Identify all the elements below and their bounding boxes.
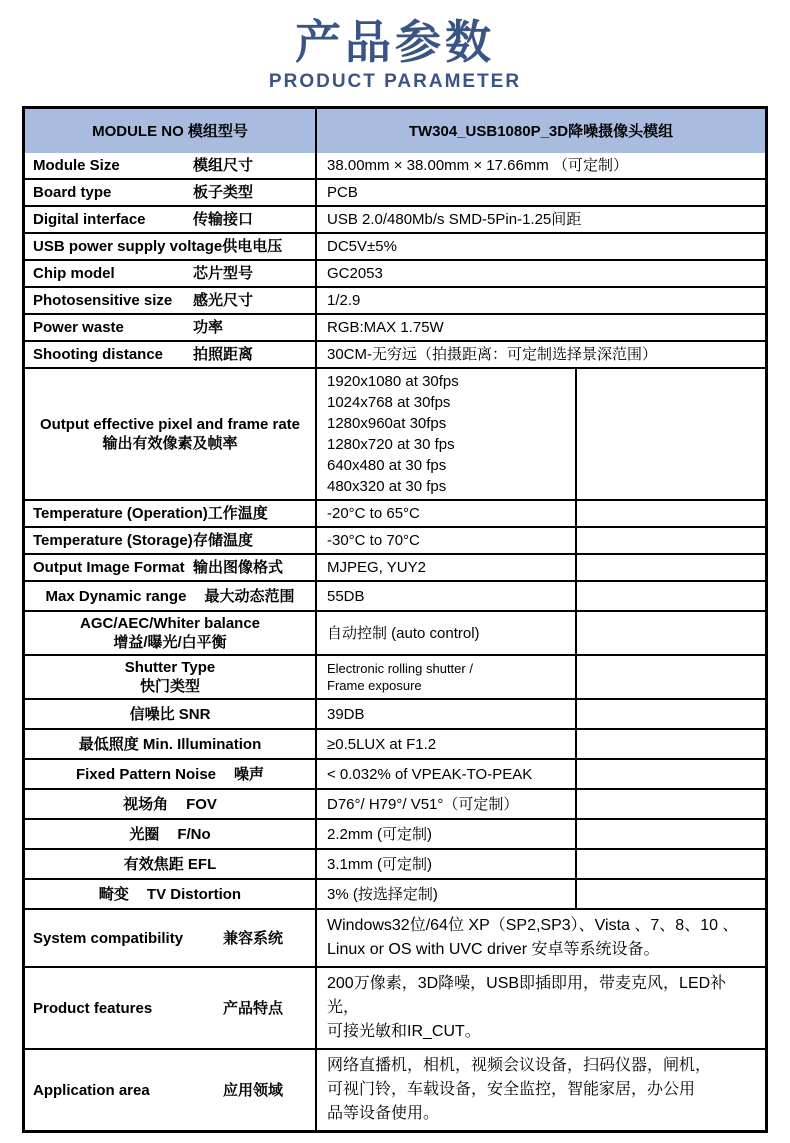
spec-value — [317, 612, 575, 654]
spec-row — [25, 313, 765, 340]
spec-label-primary: Application area — [33, 1081, 150, 1099]
spec-label — [25, 180, 317, 205]
spec-label — [25, 612, 317, 654]
spec-value-line: 640x480 at 30 fps — [327, 457, 447, 474]
spec-extra-cell — [575, 850, 765, 878]
spec-value-line: 1280x960at 30fps — [327, 415, 447, 432]
spec-value-line: D76°/ H79°/ V51°（可定制） — [327, 795, 519, 813]
spec-value — [317, 315, 765, 340]
spec-label-primary: 最低照度 Min. Illumination — [78, 735, 262, 753]
spec-label — [25, 261, 317, 286]
header-module-no: MODULE NO 模组型号 — [25, 109, 317, 153]
spec-label-secondary: 模组尺寸 — [193, 157, 254, 174]
spec-value — [317, 880, 575, 908]
spec-extra-cell — [575, 700, 765, 728]
spec-value-line: DC5V±5% — [327, 238, 397, 255]
spec-label-secondary: 噪声 — [234, 765, 265, 783]
spec-label — [25, 790, 317, 818]
spec-label-primary: Shutter Type — [124, 659, 216, 676]
spec-extra-cell — [575, 760, 765, 788]
spec-row — [25, 232, 765, 259]
spec-value — [317, 910, 765, 966]
spec-value — [317, 369, 575, 499]
spec-label — [25, 656, 317, 698]
spec-value — [317, 207, 765, 232]
spec-label-primary: Output Image Format — [33, 559, 185, 576]
spec-value-line: Electronic rolling shutter / — [327, 661, 473, 676]
spec-extra-cell — [575, 656, 765, 698]
spec-label-secondary: 工作温度 — [207, 505, 268, 522]
spec-value-line: MJPEG, YUY2 — [327, 559, 426, 576]
spec-row — [25, 259, 765, 286]
spec-value-line: 2.2mm (可定制) — [327, 825, 433, 843]
spec-value-line: 可接光敏和IR_CUT。 — [327, 1023, 481, 1040]
spec-label-secondary: 拍照距离 — [193, 346, 254, 363]
spec-value-line: PCB — [327, 184, 358, 201]
spec-row — [25, 728, 765, 758]
spec-value — [317, 1050, 765, 1130]
spec-label — [25, 910, 317, 966]
table-body — [25, 153, 765, 1130]
spec-label-primary: 有效焦距 EFL — [123, 855, 217, 873]
spec-label — [25, 760, 317, 788]
spec-label-primary: Shooting distance — [33, 346, 164, 363]
spec-value — [317, 656, 575, 698]
spec-value-line: 可视门铃，车载设备，安全监控，智能家居，办公用 — [327, 1081, 696, 1098]
spec-value — [317, 968, 765, 1048]
spec-value-line: 1920x1080 at 30fps — [327, 373, 459, 390]
spec-label-secondary: FOV — [186, 795, 217, 813]
spec-label-primary: Chip model — [33, 265, 115, 282]
spec-label-primary: 信噪比 SNR — [129, 705, 211, 723]
spec-label — [25, 1050, 317, 1130]
spec-row — [25, 610, 765, 654]
spec-value — [317, 790, 575, 818]
page-title: 产品参数 — [295, 16, 495, 68]
spec-extra-cell — [575, 612, 765, 654]
spec-label-primary: 视场角 — [123, 795, 169, 813]
spec-label — [25, 501, 317, 526]
spec-label-secondary: 快门类型 — [139, 678, 200, 695]
spec-extra-cell — [575, 555, 765, 580]
spec-label — [25, 288, 317, 313]
spec-row — [25, 698, 765, 728]
spec-value-line: 55DB — [327, 587, 365, 605]
spec-row — [25, 1048, 765, 1130]
spec-label-secondary: 产品特点 — [223, 999, 284, 1017]
spec-label — [25, 850, 317, 878]
spec-value-line: 200万像素，3D降噪，USB即插即用，带麦克风，LED补光， — [327, 975, 727, 1016]
spec-label-primary: Module Size — [33, 157, 120, 174]
spec-value-line: Frame exposure — [327, 678, 422, 693]
spec-value-line: 480x320 at 30 fps — [327, 478, 447, 495]
spec-value — [317, 180, 765, 205]
spec-row — [25, 205, 765, 232]
spec-row — [25, 340, 765, 367]
spec-value — [317, 730, 575, 758]
spec-value — [317, 288, 765, 313]
spec-row — [25, 580, 765, 610]
spec-value-line: 网络直播机，相机，视频会议设备，扫码仪器，闸机， — [327, 1057, 712, 1074]
spec-label-primary: AGC/AEC/Whiter balance — [79, 615, 261, 632]
spec-label — [25, 582, 317, 610]
spec-label — [25, 880, 317, 908]
spec-value-line: 30CM-无穷远（拍摄距离：可定制选择景深范围） — [327, 346, 658, 363]
spec-label — [25, 528, 317, 553]
spec-row — [25, 654, 765, 698]
spec-row — [25, 553, 765, 580]
spec-extra-cell — [575, 730, 765, 758]
spec-label-primary: Digital interface — [33, 211, 146, 228]
title-block — [0, 0, 790, 93]
spec-label-primary: Max Dynamic range — [45, 587, 187, 605]
spec-label-primary: 光圈 — [129, 825, 160, 843]
spec-row — [25, 818, 765, 848]
spec-value — [317, 234, 765, 259]
spec-value — [317, 555, 575, 580]
spec-value — [317, 850, 575, 878]
spec-label-primary: Power waste — [33, 319, 124, 336]
spec-value-line: 1/2.9 — [327, 292, 361, 309]
spec-label-secondary: 增益/曝光/白平衡 — [113, 634, 227, 651]
spec-label-secondary: 感光尺寸 — [193, 292, 254, 309]
header-model-name: TW304_USB1080P_3D降噪摄像头模组 — [408, 122, 674, 140]
spec-label-secondary: 传输接口 — [193, 211, 254, 228]
spec-label-primary: Product features — [33, 999, 153, 1017]
spec-value — [317, 700, 575, 728]
spec-label-primary: USB power supply voltage — [33, 238, 223, 255]
spec-value — [317, 153, 765, 178]
spec-value-line: Linux or OS with UVC driver 安卓等系统设备。 — [327, 941, 660, 958]
spec-row — [25, 286, 765, 313]
spec-row — [25, 499, 765, 526]
spec-value — [317, 342, 765, 367]
spec-label — [25, 555, 317, 580]
spec-value-line: 39DB — [327, 705, 365, 723]
spec-label-primary: Photosensitive size — [33, 292, 173, 309]
page-subtitle: PRODUCT PARAMETER — [268, 71, 522, 92]
spec-extra-cell — [575, 790, 765, 818]
spec-label-secondary: 兼容系统 — [223, 929, 284, 947]
table-header-row — [25, 109, 765, 153]
spec-label-primary: System compatibility — [33, 929, 184, 947]
spec-value-line: 1024x768 at 30fps — [327, 394, 451, 411]
spec-label — [25, 315, 317, 340]
spec-label-secondary: F/No — [177, 825, 211, 843]
spec-label — [25, 700, 317, 728]
spec-value-line: GC2053 — [327, 265, 383, 282]
spec-extra-cell — [575, 820, 765, 848]
spec-extra-cell — [575, 501, 765, 526]
spec-value-line: -30°C to 70°C — [327, 532, 420, 549]
spec-value — [317, 820, 575, 848]
spec-value — [317, 501, 575, 526]
spec-value-line: -20°C to 65°C — [327, 505, 420, 522]
spec-value — [317, 528, 575, 553]
spec-label-secondary: 芯片型号 — [193, 265, 254, 282]
spec-row — [25, 848, 765, 878]
spec-value-line: ≥0.5LUX at F1.2 — [327, 735, 437, 753]
spec-row — [25, 878, 765, 908]
spec-label-secondary: 应用领域 — [223, 1081, 284, 1099]
spec-value-line: 1280x720 at 30 fps — [327, 436, 455, 453]
spec-label-primary: Fixed Pattern Noise — [75, 765, 217, 783]
spec-extra-cell — [575, 880, 765, 908]
spec-value — [317, 760, 575, 788]
spec-value-line: USB 2.0/480Mb/s SMD-5Pin-1.25间距 — [327, 211, 582, 228]
spec-row — [25, 788, 765, 818]
spec-extra-cell — [575, 582, 765, 610]
spec-label — [25, 968, 317, 1048]
spec-label-secondary: 最大动态范围 — [204, 587, 295, 605]
spec-label-secondary: 供电电压 — [222, 238, 283, 255]
spec-label-primary: 畸变 — [98, 885, 129, 903]
spec-label-primary: Temperature (Storage) — [33, 532, 193, 549]
spec-value — [317, 261, 765, 286]
spec-extra-cell — [575, 369, 765, 499]
spec-value-line: 3.1mm (可定制) — [327, 855, 433, 873]
spec-label — [25, 153, 317, 178]
spec-label — [25, 207, 317, 232]
spec-label-secondary: 功率 — [193, 319, 224, 336]
spec-value-line: 38.00mm × 38.00mm × 17.66mm （可定制） — [327, 157, 628, 174]
spec-row — [25, 526, 765, 553]
spec-extra-cell — [575, 528, 765, 553]
spec-value-line: RGB:MAX 1.75W — [327, 319, 444, 336]
spec-label-secondary: 板子类型 — [193, 184, 254, 201]
spec-label — [25, 369, 317, 499]
spec-label — [25, 234, 317, 259]
spec-value-line: 品等设备使用。 — [327, 1105, 440, 1122]
spec-row — [25, 966, 765, 1048]
spec-label-secondary: TV Distortion — [146, 885, 242, 903]
spec-label-primary: Board type — [33, 184, 112, 201]
spec-label-secondary: 存储温度 — [193, 532, 254, 549]
spec-value-line: 自动控制 (auto control) — [327, 624, 480, 642]
spec-label — [25, 820, 317, 848]
spec-value-line: 3% (按选择定制) — [327, 885, 438, 903]
spec-value-line: Windows32位/64位 XP（SP2,SP3）、Vista 、7、8、10 、 — [327, 917, 739, 934]
spec-value-line: < 0.032% of VPEAK-TO-PEAK — [327, 765, 533, 783]
spec-label — [25, 730, 317, 758]
spec-row — [25, 178, 765, 205]
spec-label — [25, 342, 317, 367]
spec-row — [25, 908, 765, 966]
spec-label-primary: Output effective pixel and frame rate — [39, 416, 301, 433]
spec-table — [22, 106, 768, 1133]
spec-row — [25, 367, 765, 499]
spec-row — [25, 153, 765, 178]
spec-row — [25, 758, 765, 788]
spec-label-secondary: 输出有效像素及帧率 — [102, 435, 238, 452]
spec-label-secondary: 输出图像格式 — [193, 559, 284, 576]
spec-value — [317, 582, 575, 610]
spec-label-primary: Temperature (Operation) — [33, 505, 208, 522]
